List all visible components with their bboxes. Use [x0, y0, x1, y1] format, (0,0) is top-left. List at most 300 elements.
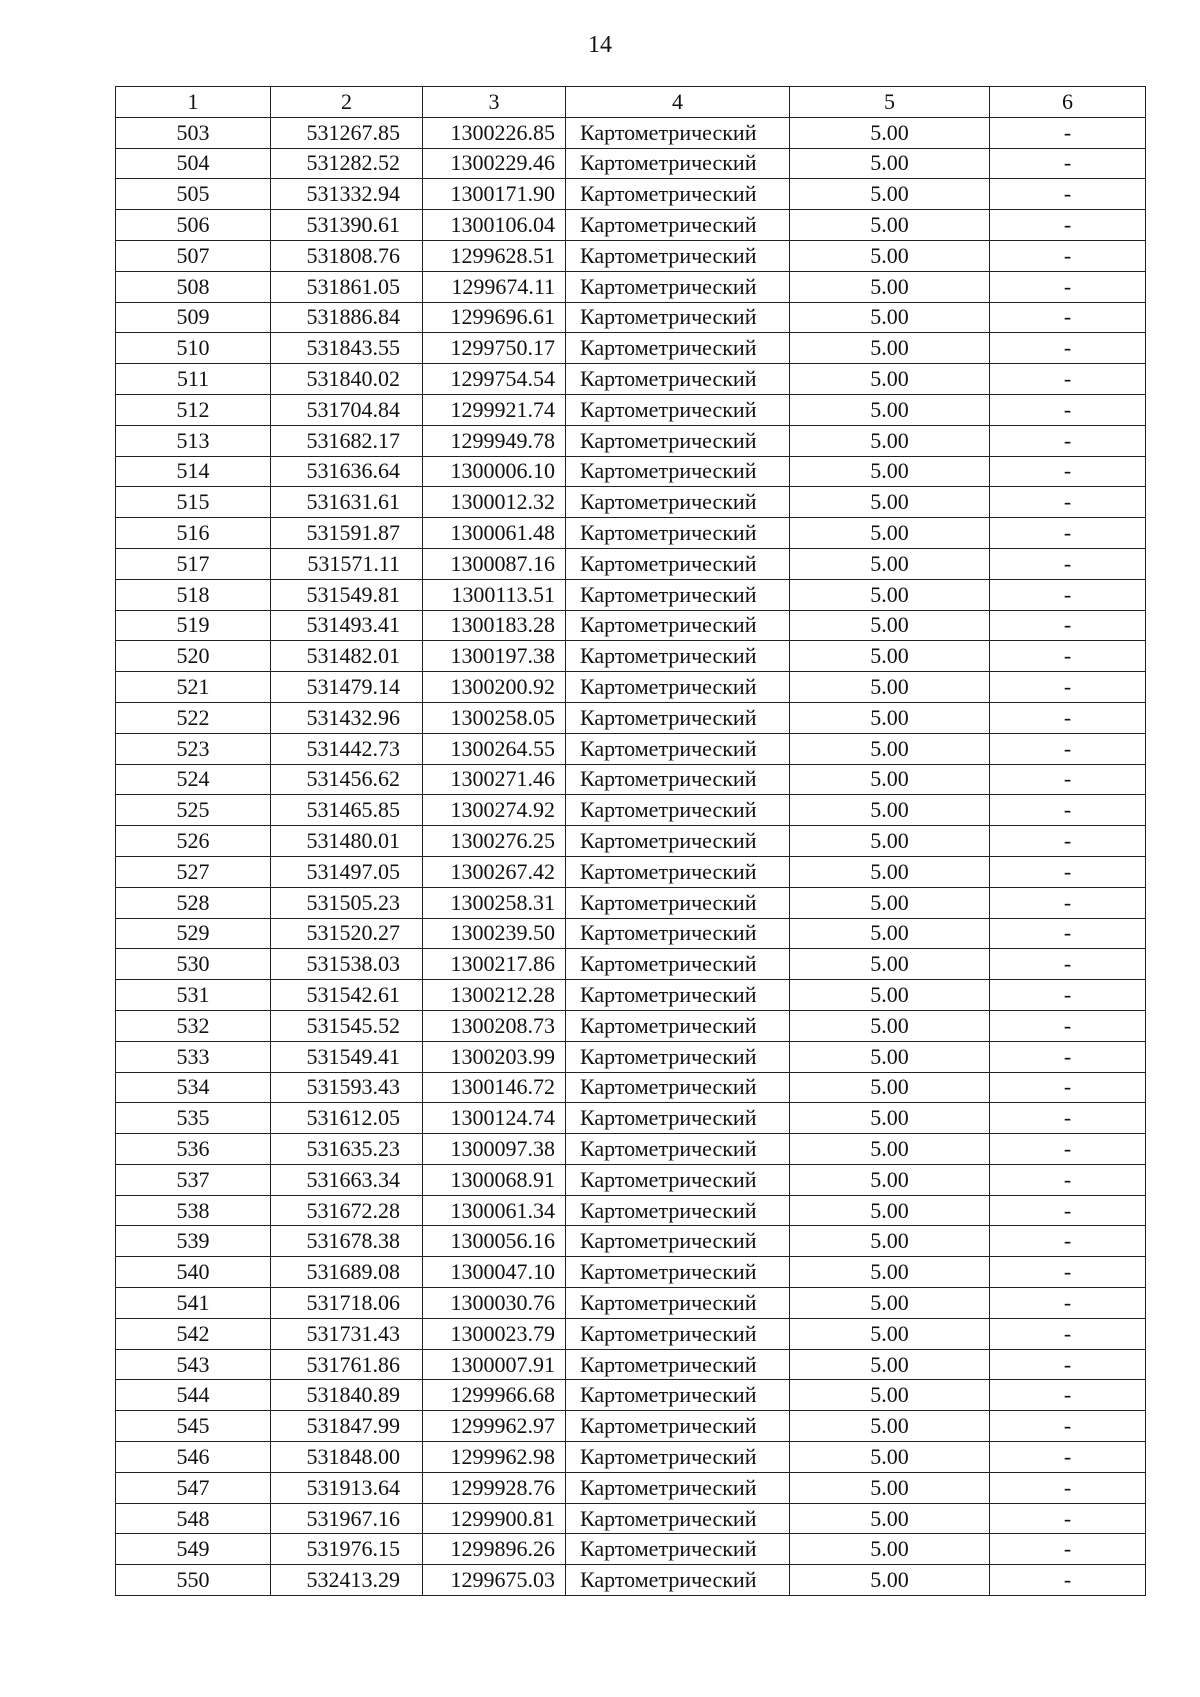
x-coordinate-cell: 531840.02 [271, 364, 423, 395]
table-row [116, 1380, 1146, 1411]
accuracy-cell: 5.00 [790, 271, 990, 302]
method-cell: Картометрический [566, 826, 790, 857]
accuracy-cell: 5.00 [790, 1288, 990, 1319]
point-number-cell: 525 [116, 795, 271, 826]
point-number-cell: 507 [116, 240, 271, 271]
column-header: 3 [423, 87, 566, 118]
x-coordinate-cell: 531678.38 [271, 1226, 423, 1257]
y-coordinate-cell: 1300171.90 [423, 179, 566, 210]
x-coordinate-cell: 531545.52 [271, 1010, 423, 1041]
accuracy-cell: 5.00 [790, 856, 990, 887]
table-row [116, 1565, 1146, 1596]
note-cell: - [990, 1318, 1146, 1349]
point-number-cell: 545 [116, 1411, 271, 1442]
table-row [116, 425, 1146, 456]
y-coordinate-cell: 1300197.38 [423, 641, 566, 672]
method-cell: Картометрический [566, 1072, 790, 1103]
method-cell: Картометрический [566, 1472, 790, 1503]
accuracy-cell: 5.00 [790, 548, 990, 579]
table-row [116, 333, 1146, 364]
y-coordinate-cell: 1300271.46 [423, 764, 566, 795]
point-number-cell: 539 [116, 1226, 271, 1257]
y-coordinate-cell: 1299674.11 [423, 271, 566, 302]
point-number-cell: 544 [116, 1380, 271, 1411]
note-cell: - [990, 1103, 1146, 1134]
note-cell: - [990, 980, 1146, 1011]
point-number-cell: 520 [116, 641, 271, 672]
accuracy-cell: 5.00 [790, 1349, 990, 1380]
table-row [116, 1010, 1146, 1041]
note-cell: - [990, 641, 1146, 672]
note-cell: - [990, 918, 1146, 949]
x-coordinate-cell: 531682.17 [271, 425, 423, 456]
method-cell: Картометрический [566, 1288, 790, 1319]
y-coordinate-cell: 1300007.91 [423, 1349, 566, 1380]
x-coordinate-cell: 531332.94 [271, 179, 423, 210]
accuracy-cell: 5.00 [790, 1257, 990, 1288]
y-coordinate-cell: 1300258.05 [423, 702, 566, 733]
accuracy-cell: 5.00 [790, 1318, 990, 1349]
note-cell: - [990, 949, 1146, 980]
y-coordinate-cell: 1299966.68 [423, 1380, 566, 1411]
note-cell: - [990, 887, 1146, 918]
point-number-cell: 512 [116, 394, 271, 425]
method-cell: Картометрический [566, 1164, 790, 1195]
point-number-cell: 504 [116, 148, 271, 179]
method-cell: Картометрический [566, 1411, 790, 1442]
accuracy-cell: 5.00 [790, 456, 990, 487]
method-cell: Картометрический [566, 1226, 790, 1257]
accuracy-cell: 5.00 [790, 610, 990, 641]
column-header: 1 [116, 87, 271, 118]
accuracy-cell: 5.00 [790, 210, 990, 241]
point-number-cell: 549 [116, 1534, 271, 1565]
coordinates-table [115, 86, 1146, 1596]
x-coordinate-cell: 531848.00 [271, 1442, 423, 1473]
point-number-cell: 529 [116, 918, 271, 949]
point-number-cell: 505 [116, 179, 271, 210]
point-number-cell: 540 [116, 1257, 271, 1288]
method-cell: Картометрический [566, 641, 790, 672]
y-coordinate-cell: 1300274.92 [423, 795, 566, 826]
method-cell: Картометрический [566, 1103, 790, 1134]
note-cell: - [990, 1411, 1146, 1442]
method-cell: Картометрический [566, 117, 790, 148]
x-coordinate-cell: 531479.14 [271, 672, 423, 703]
accuracy-cell: 5.00 [790, 148, 990, 179]
y-coordinate-cell: 1300006.10 [423, 456, 566, 487]
table-row [116, 1226, 1146, 1257]
note-cell: - [990, 548, 1146, 579]
table-row [116, 826, 1146, 857]
accuracy-cell: 5.00 [790, 1534, 990, 1565]
x-coordinate-cell: 531843.55 [271, 333, 423, 364]
accuracy-cell: 5.00 [790, 518, 990, 549]
method-cell: Картометрический [566, 333, 790, 364]
table-row [116, 148, 1146, 179]
x-coordinate-cell: 531480.01 [271, 826, 423, 857]
table-row [116, 579, 1146, 610]
x-coordinate-cell: 531861.05 [271, 271, 423, 302]
y-coordinate-cell: 1300030.76 [423, 1288, 566, 1319]
method-cell: Картометрический [566, 456, 790, 487]
method-cell: Картометрический [566, 733, 790, 764]
method-cell: Картометрический [566, 148, 790, 179]
point-number-cell: 542 [116, 1318, 271, 1349]
method-cell: Картометрический [566, 795, 790, 826]
y-coordinate-cell: 1300258.31 [423, 887, 566, 918]
y-coordinate-cell: 1299900.81 [423, 1503, 566, 1534]
method-cell: Картометрический [566, 856, 790, 887]
column-header: 6 [990, 87, 1146, 118]
point-number-cell: 510 [116, 333, 271, 364]
y-coordinate-cell: 1300212.28 [423, 980, 566, 1011]
y-coordinate-cell: 1300061.34 [423, 1195, 566, 1226]
accuracy-cell: 5.00 [790, 1134, 990, 1165]
accuracy-cell: 5.00 [790, 764, 990, 795]
column-header: 4 [566, 87, 790, 118]
y-coordinate-cell: 1300183.28 [423, 610, 566, 641]
table-row [116, 1472, 1146, 1503]
x-coordinate-cell: 531549.41 [271, 1041, 423, 1072]
point-number-cell: 515 [116, 487, 271, 518]
table-row [116, 764, 1146, 795]
method-cell: Картометрический [566, 364, 790, 395]
method-cell: Картометрический [566, 980, 790, 1011]
x-coordinate-cell: 531761.86 [271, 1349, 423, 1380]
column-header: 5 [790, 87, 990, 118]
point-number-cell: 518 [116, 579, 271, 610]
x-coordinate-cell: 532413.29 [271, 1565, 423, 1596]
point-number-cell: 521 [116, 672, 271, 703]
accuracy-cell: 5.00 [790, 887, 990, 918]
accuracy-cell: 5.00 [790, 1164, 990, 1195]
x-coordinate-cell: 531593.43 [271, 1072, 423, 1103]
note-cell: - [990, 856, 1146, 887]
y-coordinate-cell: 1299962.97 [423, 1411, 566, 1442]
point-number-cell: 531 [116, 980, 271, 1011]
point-number-cell: 524 [116, 764, 271, 795]
method-cell: Картометрический [566, 487, 790, 518]
accuracy-cell: 5.00 [790, 1503, 990, 1534]
note-cell: - [990, 1226, 1146, 1257]
accuracy-cell: 5.00 [790, 1041, 990, 1072]
x-coordinate-cell: 531704.84 [271, 394, 423, 425]
accuracy-cell: 5.00 [790, 1565, 990, 1596]
x-coordinate-cell: 531612.05 [271, 1103, 423, 1134]
table-row [116, 672, 1146, 703]
method-cell: Картометрический [566, 1134, 790, 1165]
note-cell: - [990, 1534, 1146, 1565]
note-cell: - [990, 579, 1146, 610]
accuracy-cell: 5.00 [790, 579, 990, 610]
y-coordinate-cell: 1299962.98 [423, 1442, 566, 1473]
method-cell: Картометрический [566, 579, 790, 610]
table-row [116, 271, 1146, 302]
y-coordinate-cell: 1299928.76 [423, 1472, 566, 1503]
point-number-cell: 537 [116, 1164, 271, 1195]
method-cell: Картометрический [566, 887, 790, 918]
y-coordinate-cell: 1300124.74 [423, 1103, 566, 1134]
note-cell: - [990, 210, 1146, 241]
method-cell: Картометрический [566, 764, 790, 795]
y-coordinate-cell: 1300264.55 [423, 733, 566, 764]
y-coordinate-cell: 1300106.04 [423, 210, 566, 241]
x-coordinate-cell: 531282.52 [271, 148, 423, 179]
y-coordinate-cell: 1300047.10 [423, 1257, 566, 1288]
column-header: 2 [271, 87, 423, 118]
point-number-cell: 546 [116, 1442, 271, 1473]
table-row [116, 1288, 1146, 1319]
note-cell: - [990, 302, 1146, 333]
note-cell: - [990, 672, 1146, 703]
table-row [116, 548, 1146, 579]
method-cell: Картометрический [566, 1503, 790, 1534]
point-number-cell: 548 [116, 1503, 271, 1534]
table-row [116, 456, 1146, 487]
y-coordinate-cell: 1299896.26 [423, 1534, 566, 1565]
point-number-cell: 536 [116, 1134, 271, 1165]
method-cell: Картометрический [566, 1565, 790, 1596]
y-coordinate-cell: 1299754.54 [423, 364, 566, 395]
point-number-cell: 523 [116, 733, 271, 764]
method-cell: Картометрический [566, 1318, 790, 1349]
note-cell: - [990, 1164, 1146, 1195]
note-cell: - [990, 826, 1146, 857]
accuracy-cell: 5.00 [790, 795, 990, 826]
accuracy-cell: 5.00 [790, 487, 990, 518]
method-cell: Картометрический [566, 1380, 790, 1411]
x-coordinate-cell: 531886.84 [271, 302, 423, 333]
x-coordinate-cell: 531591.87 [271, 518, 423, 549]
accuracy-cell: 5.00 [790, 702, 990, 733]
note-cell: - [990, 456, 1146, 487]
y-coordinate-cell: 1299696.61 [423, 302, 566, 333]
accuracy-cell: 5.00 [790, 980, 990, 1011]
x-coordinate-cell: 531840.89 [271, 1380, 423, 1411]
accuracy-cell: 5.00 [790, 1411, 990, 1442]
y-coordinate-cell: 1300229.46 [423, 148, 566, 179]
x-coordinate-cell: 531520.27 [271, 918, 423, 949]
y-coordinate-cell: 1300113.51 [423, 579, 566, 610]
point-number-cell: 541 [116, 1288, 271, 1319]
x-coordinate-cell: 531465.85 [271, 795, 423, 826]
note-cell: - [990, 1195, 1146, 1226]
method-cell: Картометрический [566, 949, 790, 980]
table-row [116, 918, 1146, 949]
method-cell: Картометрический [566, 918, 790, 949]
x-coordinate-cell: 531542.61 [271, 980, 423, 1011]
accuracy-cell: 5.00 [790, 918, 990, 949]
point-number-cell: 506 [116, 210, 271, 241]
method-cell: Картометрический [566, 1257, 790, 1288]
table-row [116, 887, 1146, 918]
method-cell: Картометрический [566, 425, 790, 456]
method-cell: Картометрический [566, 518, 790, 549]
note-cell: - [990, 271, 1146, 302]
accuracy-cell: 5.00 [790, 302, 990, 333]
table-row [116, 702, 1146, 733]
y-coordinate-cell: 1300239.50 [423, 918, 566, 949]
point-number-cell: 530 [116, 949, 271, 980]
y-coordinate-cell: 1300087.16 [423, 548, 566, 579]
y-coordinate-cell: 1300226.85 [423, 117, 566, 148]
method-cell: Картометрический [566, 610, 790, 641]
x-coordinate-cell: 531390.61 [271, 210, 423, 241]
x-coordinate-cell: 531663.34 [271, 1164, 423, 1195]
note-cell: - [990, 1472, 1146, 1503]
method-cell: Картометрический [566, 210, 790, 241]
method-cell: Картометрический [566, 271, 790, 302]
point-number-cell: 517 [116, 548, 271, 579]
table-header [116, 87, 1146, 118]
point-number-cell: 513 [116, 425, 271, 456]
x-coordinate-cell: 531493.41 [271, 610, 423, 641]
y-coordinate-cell: 1300068.91 [423, 1164, 566, 1195]
accuracy-cell: 5.00 [790, 733, 990, 764]
method-cell: Картометрический [566, 179, 790, 210]
x-coordinate-cell: 531538.03 [271, 949, 423, 980]
x-coordinate-cell: 531967.16 [271, 1503, 423, 1534]
method-cell: Картометрический [566, 1041, 790, 1072]
table-row [116, 980, 1146, 1011]
accuracy-cell: 5.00 [790, 333, 990, 364]
table-row [116, 240, 1146, 271]
note-cell: - [990, 1134, 1146, 1165]
note-cell: - [990, 1041, 1146, 1072]
x-coordinate-cell: 531913.64 [271, 1472, 423, 1503]
point-number-cell: 533 [116, 1041, 271, 1072]
method-cell: Картометрический [566, 1534, 790, 1565]
y-coordinate-cell: 1300146.72 [423, 1072, 566, 1103]
accuracy-cell: 5.00 [790, 1442, 990, 1473]
table-row [116, 487, 1146, 518]
point-number-cell: 503 [116, 117, 271, 148]
point-number-cell: 532 [116, 1010, 271, 1041]
point-number-cell: 547 [116, 1472, 271, 1503]
x-coordinate-cell: 531976.15 [271, 1534, 423, 1565]
note-cell: - [990, 1349, 1146, 1380]
table-row [116, 1318, 1146, 1349]
note-cell: - [990, 518, 1146, 549]
accuracy-cell: 5.00 [790, 672, 990, 703]
table-row [116, 1534, 1146, 1565]
table-row [116, 302, 1146, 333]
note-cell: - [990, 1503, 1146, 1534]
x-coordinate-cell: 531847.99 [271, 1411, 423, 1442]
note-cell: - [990, 1565, 1146, 1596]
accuracy-cell: 5.00 [790, 1010, 990, 1041]
y-coordinate-cell: 1300217.86 [423, 949, 566, 980]
header-row [116, 87, 1146, 118]
note-cell: - [990, 394, 1146, 425]
note-cell: - [990, 240, 1146, 271]
y-coordinate-cell: 1300267.42 [423, 856, 566, 887]
accuracy-cell: 5.00 [790, 826, 990, 857]
note-cell: - [990, 1442, 1146, 1473]
table-row [116, 1503, 1146, 1534]
accuracy-cell: 5.00 [790, 641, 990, 672]
note-cell: - [990, 148, 1146, 179]
accuracy-cell: 5.00 [790, 179, 990, 210]
accuracy-cell: 5.00 [790, 1472, 990, 1503]
y-coordinate-cell: 1299750.17 [423, 333, 566, 364]
page-number: 14 [588, 32, 612, 58]
table-row [116, 364, 1146, 395]
table-row [116, 1072, 1146, 1103]
table-row [116, 1103, 1146, 1134]
point-number-cell: 519 [116, 610, 271, 641]
note-cell: - [990, 610, 1146, 641]
note-cell: - [990, 1257, 1146, 1288]
y-coordinate-cell: 1300056.16 [423, 1226, 566, 1257]
point-number-cell: 508 [116, 271, 271, 302]
method-cell: Картометрический [566, 1195, 790, 1226]
table-row [116, 518, 1146, 549]
accuracy-cell: 5.00 [790, 425, 990, 456]
note-cell: - [990, 117, 1146, 148]
y-coordinate-cell: 1300208.73 [423, 1010, 566, 1041]
x-coordinate-cell: 531731.43 [271, 1318, 423, 1349]
x-coordinate-cell: 531635.23 [271, 1134, 423, 1165]
note-cell: - [990, 364, 1146, 395]
note-cell: - [990, 179, 1146, 210]
x-coordinate-cell: 531432.96 [271, 702, 423, 733]
method-cell: Картометрический [566, 548, 790, 579]
table-body [116, 117, 1146, 1595]
point-number-cell: 538 [116, 1195, 271, 1226]
point-number-cell: 516 [116, 518, 271, 549]
accuracy-cell: 5.00 [790, 949, 990, 980]
y-coordinate-cell: 1300200.92 [423, 672, 566, 703]
x-coordinate-cell: 531636.64 [271, 456, 423, 487]
point-number-cell: 535 [116, 1103, 271, 1134]
table-row [116, 394, 1146, 425]
method-cell: Картометрический [566, 1349, 790, 1380]
method-cell: Картометрический [566, 672, 790, 703]
method-cell: Картометрический [566, 240, 790, 271]
accuracy-cell: 5.00 [790, 1072, 990, 1103]
y-coordinate-cell: 1299628.51 [423, 240, 566, 271]
note-cell: - [990, 487, 1146, 518]
x-coordinate-cell: 531549.81 [271, 579, 423, 610]
point-number-cell: 522 [116, 702, 271, 733]
y-coordinate-cell: 1300276.25 [423, 826, 566, 857]
x-coordinate-cell: 531456.62 [271, 764, 423, 795]
point-number-cell: 511 [116, 364, 271, 395]
x-coordinate-cell: 531672.28 [271, 1195, 423, 1226]
point-number-cell: 528 [116, 887, 271, 918]
x-coordinate-cell: 531571.11 [271, 548, 423, 579]
table-row [116, 641, 1146, 672]
accuracy-cell: 5.00 [790, 117, 990, 148]
table-row [116, 1349, 1146, 1380]
table-row [116, 856, 1146, 887]
point-number-cell: 514 [116, 456, 271, 487]
x-coordinate-cell: 531482.01 [271, 641, 423, 672]
note-cell: - [990, 733, 1146, 764]
point-number-cell: 527 [116, 856, 271, 887]
note-cell: - [990, 764, 1146, 795]
table-row [116, 1195, 1146, 1226]
y-coordinate-cell: 1299921.74 [423, 394, 566, 425]
note-cell: - [990, 1288, 1146, 1319]
note-cell: - [990, 333, 1146, 364]
table-row [116, 1411, 1146, 1442]
accuracy-cell: 5.00 [790, 394, 990, 425]
point-number-cell: 534 [116, 1072, 271, 1103]
x-coordinate-cell: 531497.05 [271, 856, 423, 887]
